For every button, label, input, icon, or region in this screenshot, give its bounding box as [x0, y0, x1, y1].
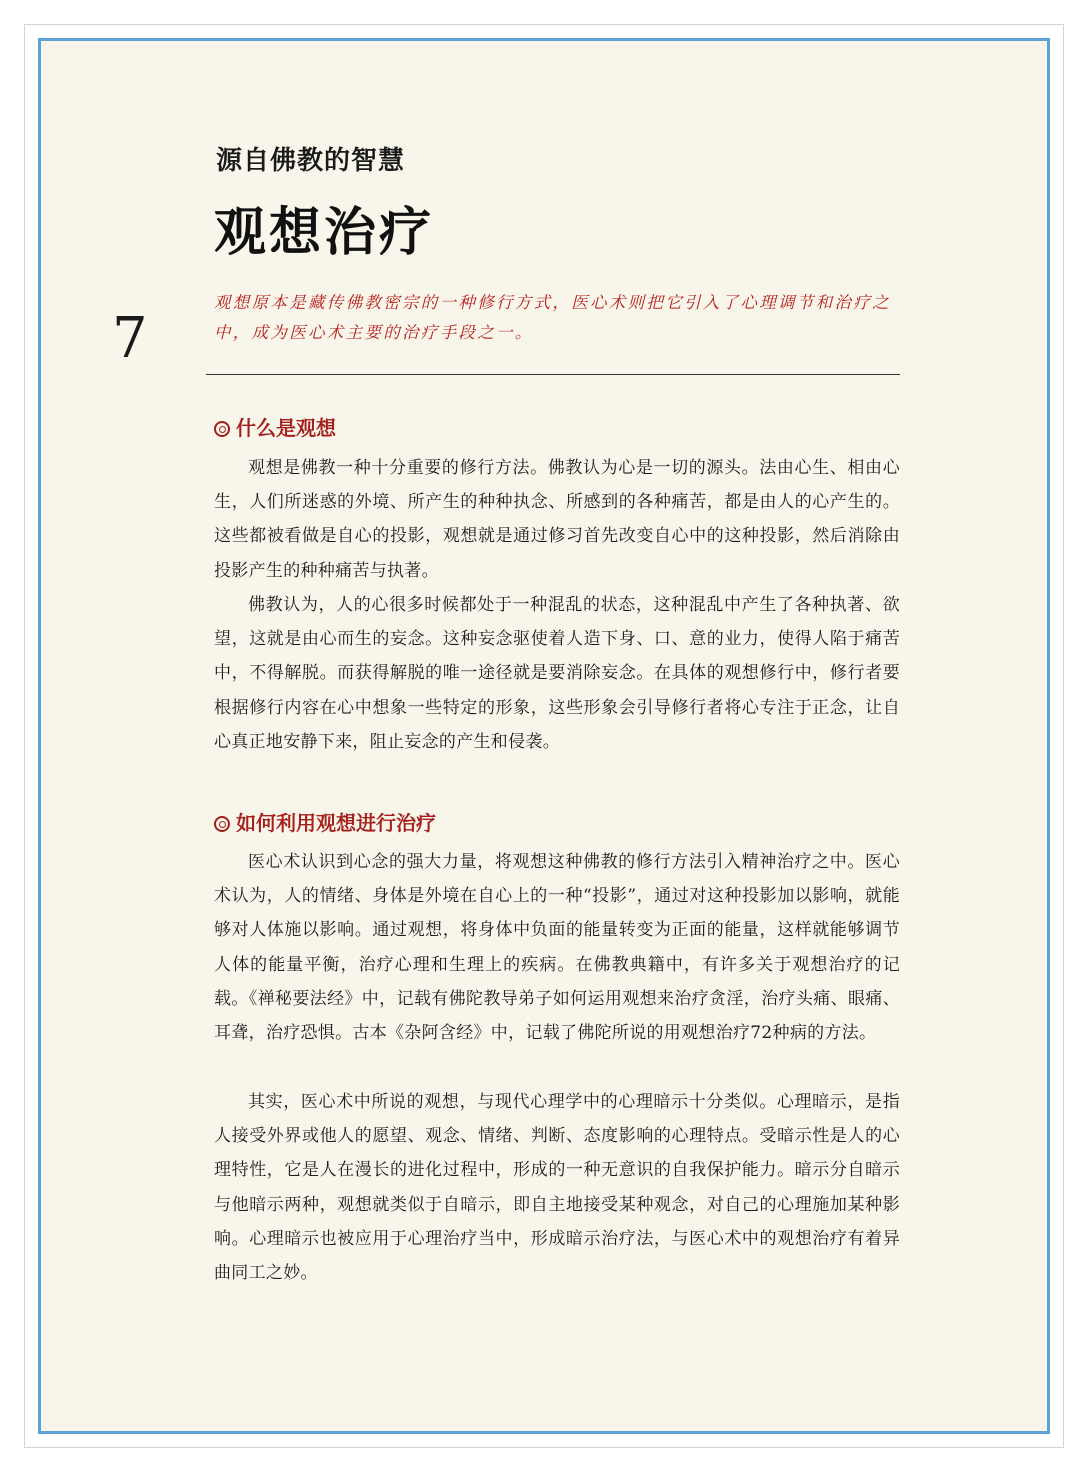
section-heading-what-is — [214, 412, 336, 441]
section-heading-text: 什么是观想 — [236, 416, 336, 440]
chapter-number: 7 — [112, 306, 148, 371]
chapter-intro: 观想原本是藏传佛教密宗的一种修行方式，医心术则把它引入了心理调节和治疗之中，成为医心术主要的治疗手段之一。 — [214, 293, 891, 342]
section-heading-text: 如何利用观想进行治疗 — [236, 811, 436, 835]
section-heading-how-to-treat — [214, 807, 436, 836]
double-circle-icon — [214, 816, 230, 832]
paragraph: 医心术认识到心念的强大力量，将观想这种佛教的修行方法引入精神治疗之中。医心术认为，人的情绪、身体是外境在自心上的一种“投影”，通过对这种投影加以影响，就能够对人体施以影响。通过观想，将身体中负面的能量转变为正面的能量，这样就能够调节人体的能量平衡，治疗心理和生理上的疾病。在佛教典籍中，有许多关于观想治疗的记载。《禅秘要法经》中，记载有佛陀教导弟子如何运用观想来治疗贪淫，治疗头痛、眼痛、耳聋，治疗恐惧。古本《杂阿含经》中，记载了佛陀所说的用观想治疗72种病的方法。 — [214, 852, 900, 1044]
page-title: 观想治疗 — [214, 202, 435, 263]
page-subtitle: 源自佛教的智慧 — [216, 146, 406, 176]
paragraph: 其实，医心术中所说的观想，与现代心理学中的心理暗示十分类似。心理暗示，是指人接受外界或他人的愿望、观念、情绪、判断、态度影响的心理特点。受暗示性是人的心理特性，它是人在漫长的进化过程中，形成的一种无意识的自我保护能力。暗示分自暗示与他暗示两种，观想就类似于自暗示，即自主地接受某种观念，对自己的心理施加某种影响。心理暗示也被应用于心理治疗当中，形成暗示治疗法，与医心术中的观想治疗有着异曲同工之妙。 — [214, 1092, 900, 1284]
paragraph: 佛教认为，人的心很多时候都处于一种混乱的状态，这种混乱中产生了各种执著、欲望，这就是由心而生的妄念。这种妄念驱使着人造下身、口、意的业力，使得人陷于痛苦中，不得解脱。而获得解脱的唯一途径就是要消除妄念。在具体的观想修行中，修行者要根据修行内容在心中想象一些特定的形象，这些形象会引导修行者将心专注于正念，让自心真正地安静下来，阻止妄念的产生和侵袭。 — [214, 595, 900, 752]
double-circle-icon — [214, 421, 230, 437]
divider-rule — [206, 374, 900, 375]
paragraph: 观想是佛教一种十分重要的修行方法。佛教认为心是一切的源头。法由心生、相由心生，人们所迷惑的外境、所产生的种种执念、所感到的各种痛苦，都是由人的心产生的。这些都被看做是自心的投影，观想就是通过修习首先改变自心中的这种投影，然后消除由投影产生的种种痛苦与执著。 — [214, 458, 900, 581]
